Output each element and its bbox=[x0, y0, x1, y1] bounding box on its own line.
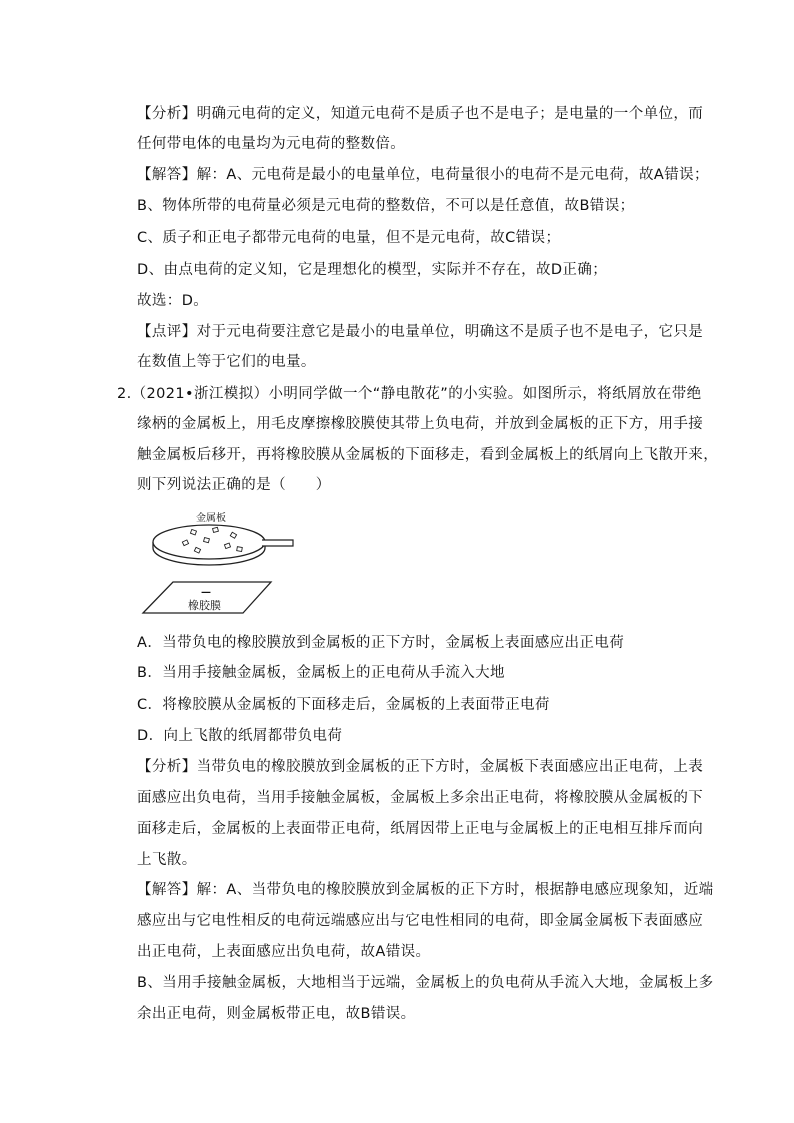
solution-line: D、由点电荷的定义知，它是理想化的模型，实际并不存在，故D正确； bbox=[137, 262, 608, 278]
solution-line: 【解答】解：A、元电荷是最小的电量单位，电荷量很小的电荷不是元电荷，故A错误； bbox=[137, 167, 709, 183]
question-stem-line: 缘柄的金属板上，用毛皮摩擦橡胶膜使其带上负电荷，并放到金属板的正下方，用手接 bbox=[137, 416, 704, 432]
analysis-line: 面感应出负电荷，当用手接触金属板，金属板上多余出正电荷，将橡胶膜从金属板的下 bbox=[137, 790, 704, 806]
analysis-line: 【分析】明确元电荷的定义，知道元电荷不是质子也不是电子；是电量的一个单位，而 bbox=[137, 106, 704, 122]
solution-line: C、质子和正电子都带元电荷的电量，但不是元电荷，故C错误； bbox=[137, 230, 561, 246]
solution-line: 感应出与它电性相反的电荷远端感应出与它电性相同的电荷，即金属金属板下表面感应 bbox=[137, 913, 704, 929]
question-stem-line: 则下列说法正确的是（ ） bbox=[137, 477, 331, 493]
film-negative-sign: — bbox=[201, 587, 211, 598]
analysis-line: 面移走后，金属板的上表面带正电荷，纸屑因带上正电与金属板上的正电相互排斥而向 bbox=[137, 821, 704, 837]
analysis-line: 上飞散。 bbox=[137, 852, 197, 868]
plate-and-film-diagram bbox=[140, 506, 300, 618]
comment-line: 【点评】对于元电荷要注意它是最小的电量单位，明确这不是质子也不是电子，它只是 bbox=[137, 324, 704, 340]
experiment-figure bbox=[140, 506, 300, 618]
solution-line: 余出正电荷，则金属板带正电，故B错误。 bbox=[137, 1006, 416, 1022]
solution-line: 出正电荷，上表面感应出负电荷，故A错误。 bbox=[137, 944, 431, 960]
comment-line: 在数值上等于它们的电量。 bbox=[137, 354, 316, 370]
film-label: 橡胶膜 bbox=[188, 599, 221, 612]
analysis-line: 【分析】当带负电的橡胶膜放到金属板的正下方时，金属板下表面感应出正电荷，上表 bbox=[137, 759, 704, 775]
answer-line: 故选：D。 bbox=[137, 293, 209, 309]
option-c: C．将橡胶膜从金属板的下面移走后，金属板的上表面带正电荷 bbox=[137, 697, 550, 713]
solution-line: 【解答】解：A、当带负电的橡胶膜放到金属板的正下方时，根据静电感应现象知，近端 bbox=[137, 882, 714, 898]
question-stem-line: 2.（2021•浙江模拟）小明同学做一个“静电散花”的小实验。如图所示，将纸屑放在带绝 bbox=[117, 386, 702, 402]
plate-label: 金属板 bbox=[196, 513, 226, 524]
question-stem-line: 触金属板后移开，再将橡胶膜从金属板的下面移走，看到金属板上的纸屑向上飞散开来， bbox=[137, 447, 719, 463]
insulated-handle bbox=[262, 540, 293, 546]
solution-line: B、物体所带的电荷量必须是元电荷的整数倍，不可以是任意值，故B错误； bbox=[137, 198, 635, 214]
option-a: A．当带负电的橡胶膜放到金属板的正下方时，金属板上表面感应出正电荷 bbox=[137, 635, 625, 651]
solution-line: B、当用手接触金属板，大地相当于远端，金属板上的负电荷从手流入大地，金属板上多 bbox=[137, 975, 714, 991]
analysis-line: 任何带电体的电量均为元电荷的整数倍。 bbox=[137, 136, 406, 152]
option-d: D．向上飞散的纸屑都带负电荷 bbox=[137, 728, 343, 744]
option-b: B．当用手接触金属板，金属板上的正电荷从手流入大地 bbox=[137, 665, 505, 681]
